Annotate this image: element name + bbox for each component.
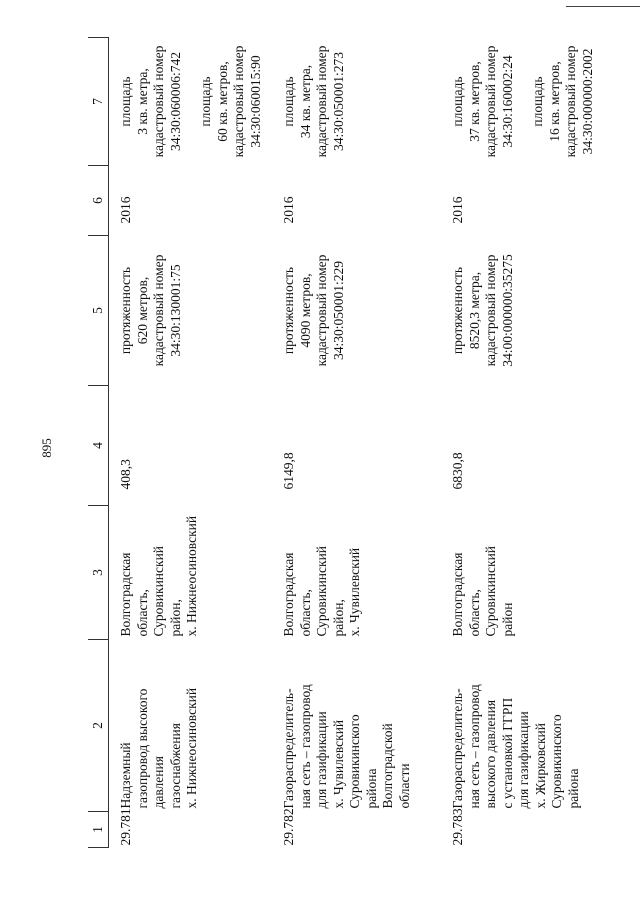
object-address-line: область,: [134, 589, 150, 637]
land-plot-line: площадь: [450, 76, 465, 127]
object-address-line: Суровикинский: [483, 545, 498, 637]
land-plot-line: 16 кв. метров,: [546, 61, 562, 142]
column-header: 4: [88, 386, 109, 506]
note-spacer: [184, 40, 198, 164]
object-year: 2016: [281, 196, 296, 224]
object-params-line: кадастровый номер: [151, 254, 166, 367]
object-value: 6830,8: [450, 452, 465, 490]
land-plot-line: кадастровый номер: [151, 45, 166, 158]
table-row: [272, 38, 441, 848]
row-number: 29.781: [118, 808, 133, 846]
land-plot-line: 34:30:000000:2002: [579, 48, 595, 155]
object-address-line: район,: [167, 599, 183, 637]
header-row: [88, 38, 109, 848]
object-name: [441, 640, 604, 812]
land-plot-line: 37 кв. метров,: [466, 61, 482, 142]
object-name-line: Суровикинского: [549, 714, 564, 809]
land-plot-line: площадь: [281, 76, 296, 127]
rotated-page-content: [88, 38, 610, 848]
object-params-line: 620 метров,: [134, 276, 150, 345]
object-name-line: района: [565, 768, 581, 809]
row-number: 29.783: [450, 808, 465, 846]
land-plot-info: [109, 38, 273, 166]
object-params-line: 34:00:000000:35275: [499, 254, 515, 367]
object-name-line: х. Чувилевский: [330, 719, 346, 809]
object-name-line: газоснабжения: [167, 723, 183, 809]
table-row: [109, 38, 273, 848]
page-number: 895: [39, 438, 54, 458]
object-name-line: х. Жирковский: [532, 723, 548, 809]
object-params-line: кадастровый номер: [314, 254, 329, 367]
object-name-line: для газификации: [516, 711, 531, 809]
object-params-line: 34:30:130001:75: [167, 264, 183, 357]
object-year: 2016: [118, 196, 133, 224]
object-address-line: х. Нижнеосиновский: [184, 515, 199, 637]
object-name-line: х. Нижнеосиновский: [184, 687, 199, 809]
object-params: [441, 236, 604, 386]
land-plot-line: 34:30:060015:90: [247, 55, 263, 148]
column-header: 5: [88, 236, 109, 386]
column-header: 3: [88, 506, 109, 640]
land-plot-line: кадастровый номер: [563, 45, 578, 158]
object-address: [441, 506, 604, 640]
land-plot-line: кадастровый номер: [483, 45, 498, 158]
object-year: 2016: [450, 196, 465, 224]
object-params-line: протяженность: [118, 266, 133, 355]
object-name-line: Волгоградской: [380, 723, 395, 809]
object-address-line: район: [499, 602, 515, 637]
object-name-line: высокого давления: [483, 699, 498, 809]
land-plot-line: 34 кв. метра,: [297, 64, 313, 139]
object-address-line: х. Чувилевский: [347, 547, 362, 637]
object-name-line: газопровод высокого: [134, 688, 150, 809]
object-name-line: для газификации: [314, 711, 329, 809]
object-name-line: Надземный: [118, 742, 133, 809]
land-plot-line: площадь: [530, 76, 545, 127]
land-plot-line: площадь: [118, 76, 133, 127]
land-plot-line: 34:30:050001:273: [330, 52, 346, 152]
land-plot-line: 60 кв. метров,: [214, 61, 230, 142]
land-plot-line: кадастровый номер: [231, 45, 246, 158]
object-params: [109, 236, 273, 386]
object-address: [109, 506, 273, 640]
object-address: [272, 506, 441, 640]
row-number: 29.782: [281, 808, 296, 846]
object-name-line: Суровикинского: [347, 714, 362, 809]
object-name-line: области: [396, 763, 412, 809]
land-plot-line: 34:30:160002:24: [499, 55, 515, 148]
land-plot-info: [441, 38, 604, 166]
note-spacer: [516, 40, 530, 164]
column-header: 1: [88, 812, 109, 848]
property-table: [88, 37, 604, 848]
object-value: 6149,8: [281, 452, 296, 490]
object-address-line: Волгоградская: [118, 552, 133, 637]
object-params-line: кадастровый номер: [483, 254, 498, 367]
top-rule: [566, 6, 640, 7]
object-address-line: Суровикинский: [314, 545, 329, 637]
object-address-line: Суровикинский: [151, 545, 166, 637]
object-name-line: Газораспределитель-: [281, 688, 296, 809]
table-body: [109, 38, 605, 848]
object-value: 408,3: [118, 459, 133, 490]
object-params-line: 4090 метров,: [297, 273, 313, 348]
object-name-line: ная сеть – газопровод: [466, 684, 482, 809]
object-params-line: 34:30:050001:229: [330, 261, 346, 361]
object-address-line: район,: [330, 599, 346, 637]
column-header: 7: [88, 38, 109, 166]
land-plot-line: 34:30:060006:742: [167, 52, 183, 152]
object-name: [272, 640, 441, 812]
land-plot-line: площадь: [198, 76, 213, 127]
column-header: 2: [88, 640, 109, 812]
land-plot-info: [272, 38, 441, 166]
object-params-line: протяженность: [281, 266, 296, 355]
object-address-line: область,: [297, 589, 313, 637]
object-name-line: района: [363, 768, 379, 809]
object-address-line: область,: [466, 589, 482, 637]
table-row: [441, 38, 604, 848]
object-name-line: ная сеть – газопровод: [297, 684, 313, 809]
object-address-line: Волгоградская: [281, 552, 296, 637]
object-params: [272, 236, 441, 386]
object-params-line: протяженность: [450, 266, 465, 355]
object-address-line: Волгоградская: [450, 552, 465, 637]
object-name-line: давления: [151, 756, 166, 809]
object-name-line: с установкой ГГРП: [499, 697, 515, 809]
object-params-line: 8520,3 метра,: [466, 271, 482, 350]
land-plot-line: 3 кв. метра,: [134, 68, 150, 135]
object-name-line: Газораспределитель-: [450, 688, 465, 809]
object-name: [109, 640, 273, 812]
column-header: 6: [88, 166, 109, 236]
land-plot-line: кадастровый номер: [314, 45, 329, 158]
